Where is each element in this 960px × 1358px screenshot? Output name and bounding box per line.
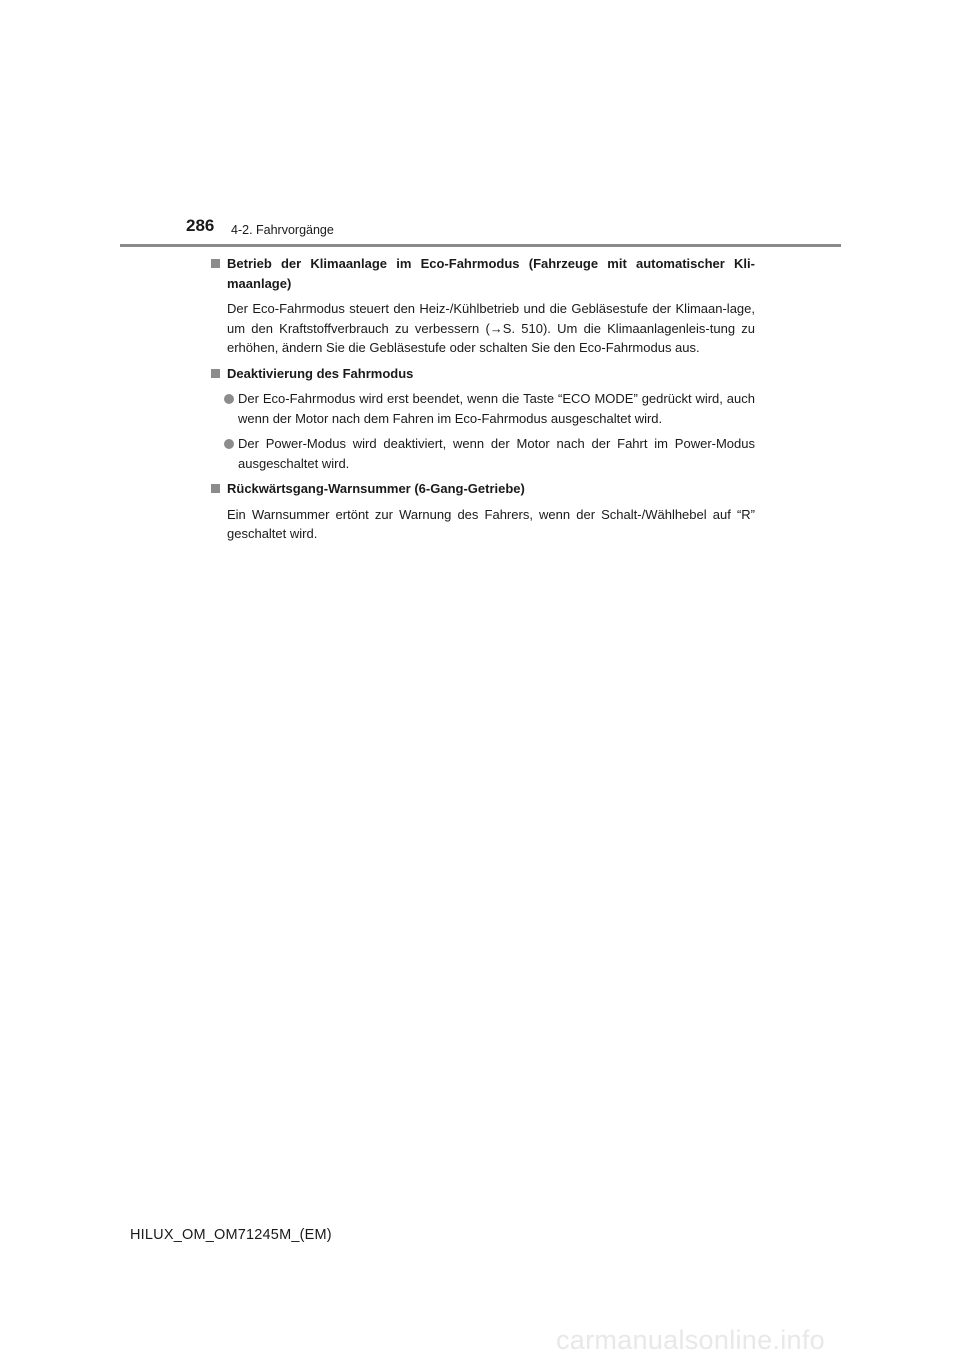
- section-deactivation: [210, 364, 755, 474]
- section-heading: [210, 479, 755, 499]
- header-divider: [120, 244, 841, 247]
- watermark-text: carmanualsonline.info: [556, 1325, 825, 1355]
- list-item-text: Der Eco-Fahrmodus wird erst beendet, wenn die Taste “ECO MODE” gedrückt wird, auch wenn der Motor nach dem Fahren im Eco-Fahrmodus ausgeschaltet wird.: [238, 391, 755, 426]
- square-bullet-icon: [211, 484, 220, 493]
- page-number: 286: [186, 216, 215, 235]
- manual-code: HILUX_OM_OM71245M_(EM): [130, 1227, 332, 1243]
- page-header: [0, 0, 960, 250]
- square-bullet-icon: [211, 369, 220, 378]
- section-heading-text: Betrieb der Klimaanlage im Eco-Fahrmodus (Fahrzeuge mit automatischer Kli-maanlage): [227, 256, 755, 291]
- section-heading-text: Rückwärtsgang-Warnsummer (6-Gang-Getriebe): [227, 481, 525, 496]
- section-heading: [210, 254, 755, 293]
- list-item: [210, 389, 755, 428]
- section-heading-text: Deaktivierung des Fahrmodus: [227, 365, 414, 381]
- section-paragraph: Ein Warnsummer ertönt zur Warnung des Fahrers, wenn der Schalt-/Wählhebel auf “R” geschaltet wird.: [227, 506, 755, 541]
- section-reverse-buzzer: [210, 479, 755, 544]
- section-paragraph: Der Eco-Fahrmodus steuert den Heiz-/Kühlbetrieb und die Gebläsestufe der Klimaan-lage, um den Kraftstoffverbrauch zu verbessern (→S. 510). Um die Klimaanlagenleis-tung zu erhöhen, ändern Sie die Gebläsestufe oder schalten Sie den Eco-Fahrmodus aus.: [227, 301, 755, 355]
- section-title: 4-2. Fahrvorgänge: [231, 223, 334, 237]
- list-item-text: Der Power-Modus wird deaktiviert, wenn der Motor nach der Fahrt im Power-Modus ausgeschaltet wird.: [238, 436, 755, 471]
- square-bullet-icon: [211, 259, 220, 268]
- section-heading: [210, 364, 755, 384]
- page-content: [210, 254, 755, 550]
- list-item: [210, 434, 755, 473]
- circle-bullet-icon: [224, 439, 234, 449]
- section-eco-climate: [210, 254, 755, 358]
- circle-bullet-icon: [224, 394, 234, 404]
